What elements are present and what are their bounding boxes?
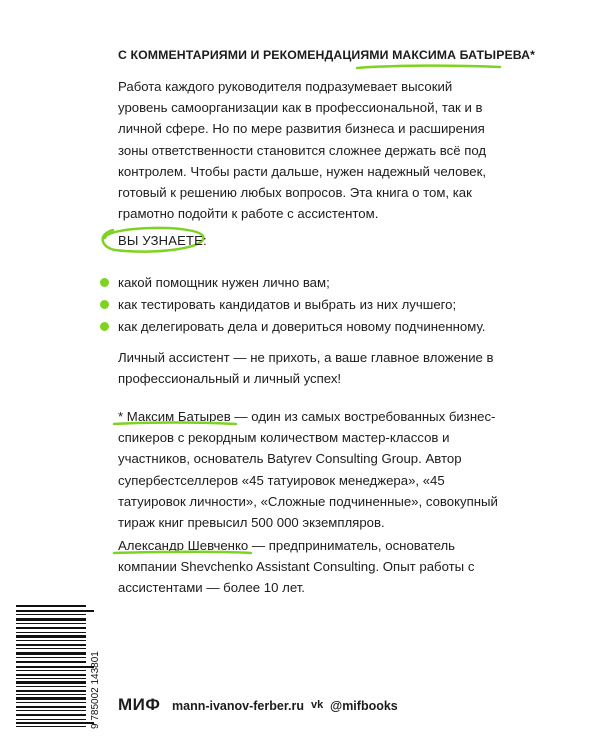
isbn-barcode xyxy=(16,605,102,733)
mif-logo: МИФ xyxy=(118,695,161,714)
author1-paragraph xyxy=(118,406,498,533)
author2-paragraph xyxy=(118,535,498,599)
list-item: как тестировать кандидатов и выбрать из них лучшего; xyxy=(100,294,485,316)
bullet-dot-icon xyxy=(100,278,109,287)
description-paragraph: Работа каждого руководителя подразумевает высокий уровень самоорганизации как в профессиональной, так и в личной сфере. Но по мере развития бизнеса и расширения зоны ответственности становится сложнее держать всё под контролем. Чтобы расти дальше, нужен надежный человек, готовый к решению любых вопросов. Эта книга о том, как грамотно подойти к работе с ассистентом. xyxy=(118,79,487,222)
author2-name: Александр Шевченко xyxy=(118,538,249,553)
author1-bio: — один из самых востребованных бизнес-спикеров с рекордным количеством мастер-классов и участников, основатель Batyrev Consulting Group. Автор супербестселлеров «45 татуировок менеджера», «45 татуировок личности», «Сложные подчиненные», совокупный тираж книг превысил 500 000 экземпляров. xyxy=(118,409,498,531)
isbn-digits: 9 785002 143801 xyxy=(90,651,101,729)
learn-list xyxy=(100,272,485,338)
closing-paragraph: Личный ассистент — не прихоть, а ваше главное вложение в профессиональный и личный успех! xyxy=(118,350,494,387)
publisher-website[interactable]: mann-ivanov-ferber.ru xyxy=(172,699,304,713)
list-item: какой помощник нужен лично вам; xyxy=(100,272,485,294)
heading-underline xyxy=(355,62,503,72)
back-cover-heading: С КОММЕНТАРИЯМИ И РЕКОМЕНДАЦИЯМИ МАКСИМА БАТЫРЕВА* xyxy=(118,48,536,62)
list-item: как делегировать дела и довериться новому подчиненному. xyxy=(100,316,485,338)
learn-title: ВЫ УЗНАЕТЕ: xyxy=(118,233,207,248)
bullet-dot-icon xyxy=(100,300,109,309)
vk-icon: vk xyxy=(311,699,324,711)
author2-bio: — предприниматель, основатель компании Shevchenko Assistant Consulting. Опыт работы с ассистентами — более 10 лет. xyxy=(118,538,475,596)
author1-name: * Максим Батырев xyxy=(118,409,231,424)
bullet-dot-icon xyxy=(100,322,109,331)
social-handle[interactable]: @mifbooks xyxy=(330,699,398,713)
